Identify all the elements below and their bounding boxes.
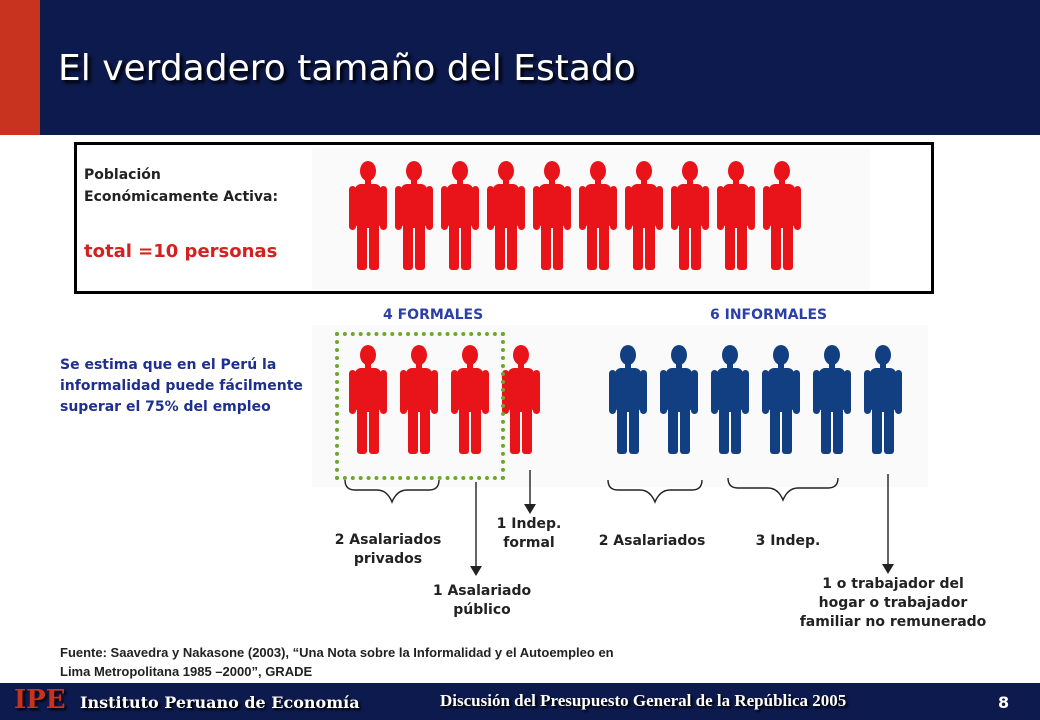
family-worker-arrowhead <box>882 564 894 574</box>
footer-title: Discusión del Presupuesto General de la República 2005 <box>440 691 847 710</box>
pea-label: Población Económicamente Activa: <box>84 167 279 205</box>
ipe-logo: IPE <box>14 685 66 715</box>
page-number: 8 <box>998 693 1010 712</box>
informality-note: Se estima que en el Perú la informalidad puede fácilmente superar el 75% del empleo <box>60 357 303 415</box>
page-title: El verdadero tamaño del Estado <box>58 48 636 89</box>
informal-indep-brace <box>728 478 838 500</box>
public-salaried-caption: 1 Asalariado público <box>432 583 532 618</box>
informal-salaried-caption: 2 Asalariados <box>598 533 706 549</box>
public-salaried-arrowhead <box>470 566 482 576</box>
formal-group-label: 4 FORMALES <box>383 307 484 323</box>
informal-salaried-brace <box>608 480 702 502</box>
informal-group-label: 6 INFORMALES <box>710 307 828 323</box>
family-worker-caption: 1 o trabajador del hogar o trabajador familiar no remunerado <box>799 576 987 630</box>
private-salaried-brace <box>345 480 439 502</box>
source-citation: Fuente: Saavedra y Nakasone (2003), “Una Nota sobre la Informalidad y el Autoempleo en Lima Metropolitana 1985 –2000”, GRADE <box>60 645 614 679</box>
informal-indep-caption: 3 Indep. <box>755 533 821 549</box>
institute-name: Instituto Peruano de Economía <box>80 693 360 712</box>
formal-indep-caption: 1 Indep. formal <box>496 516 562 551</box>
formal-indep-arrowhead <box>524 504 536 514</box>
pea-total: total =10 personas <box>84 241 278 262</box>
private-salaried-caption: 2 Asalariados privados <box>334 532 442 567</box>
